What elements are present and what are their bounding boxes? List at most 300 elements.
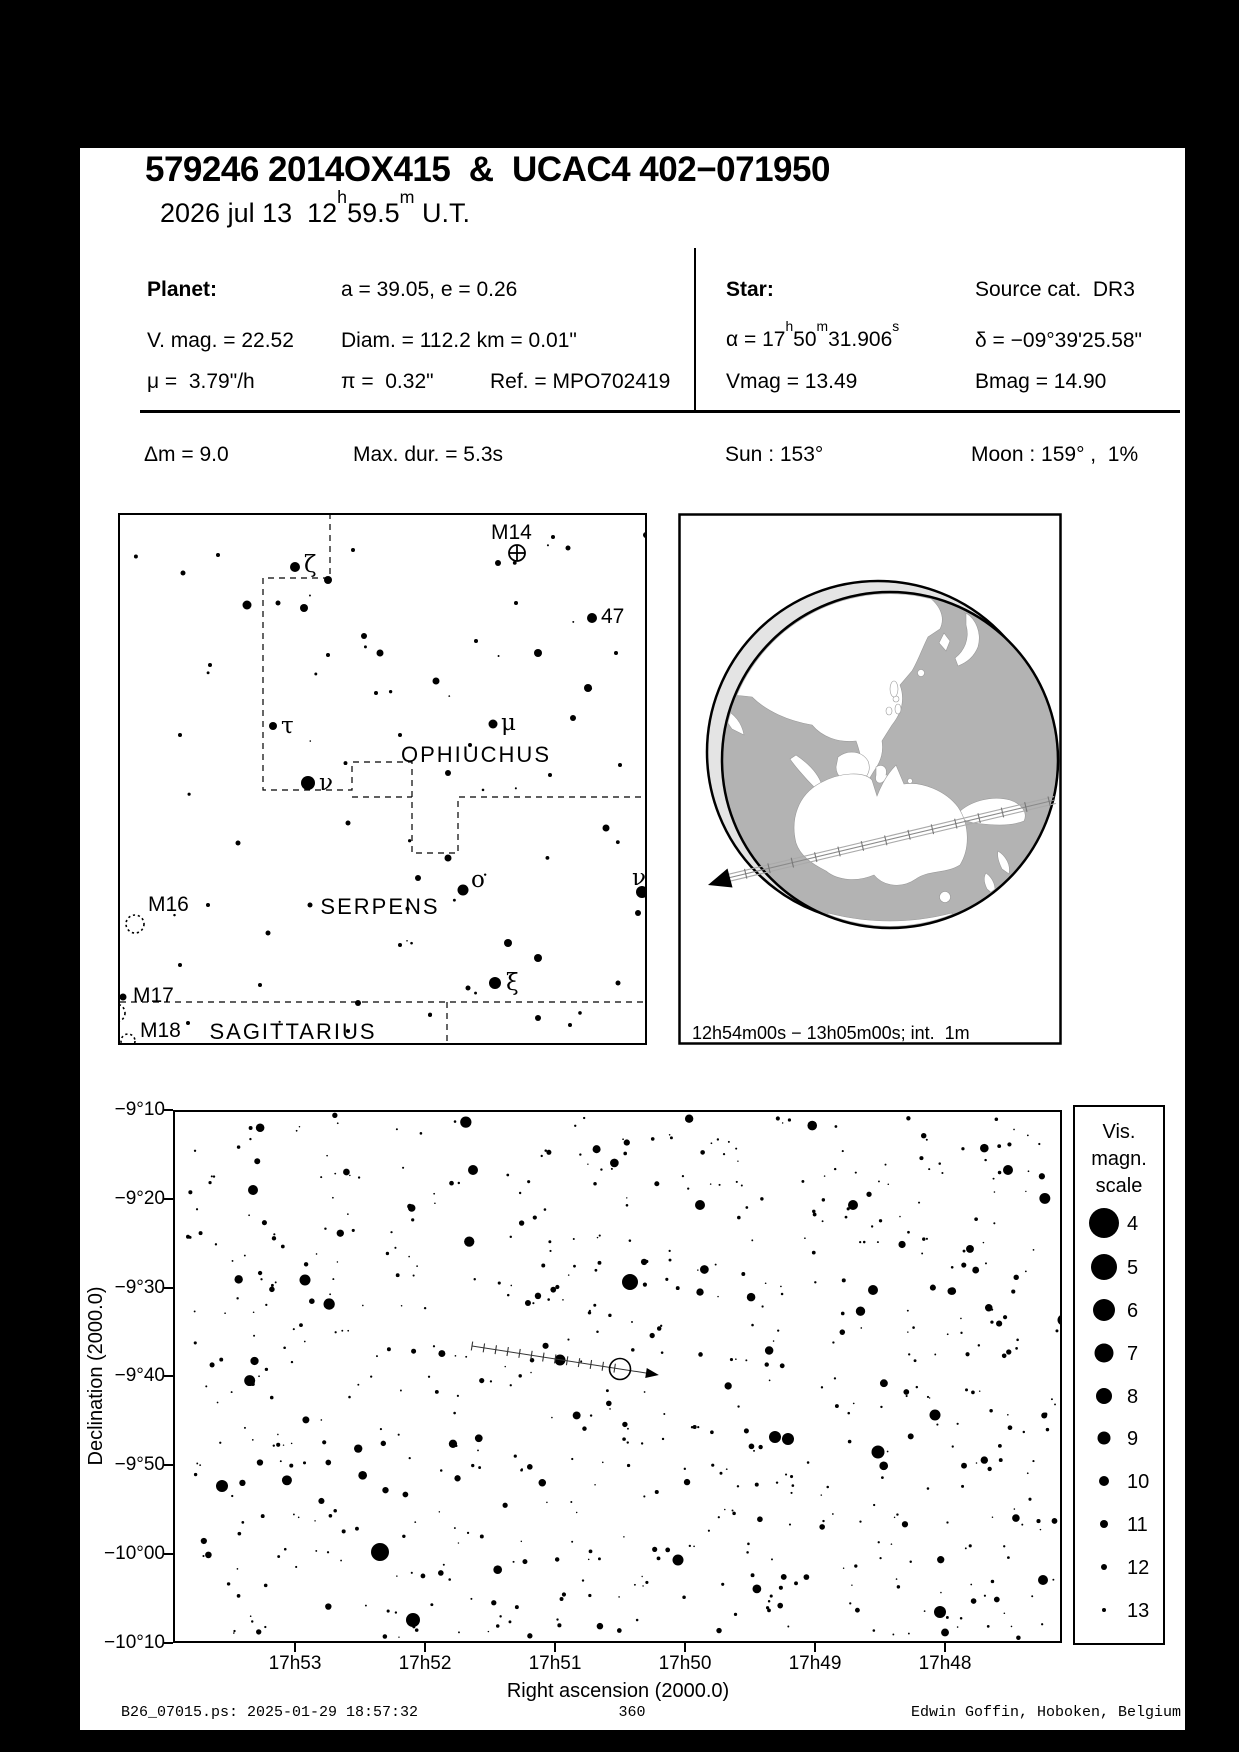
star-dot [430,1603,433,1606]
star-dot [374,691,378,695]
star-dot [682,1596,686,1600]
star-dot [629,1239,632,1242]
star-dot [600,1168,602,1170]
star-dot [386,1252,389,1255]
star-dot [546,1150,551,1155]
star-dot [302,1416,309,1423]
star-dot [178,963,182,967]
star-dot [453,899,456,902]
star-dot [1008,1425,1013,1430]
star-dot [946,1616,949,1619]
star-dot [324,576,332,584]
star-dot [813,1213,817,1217]
planet-reference: Ref. = MPO702419 [490,370,671,393]
star-dot [314,1520,315,1521]
star-dot [753,1450,755,1452]
star-dot [771,1558,773,1560]
star-dot [415,875,421,881]
star-dot [309,595,311,597]
star-dot [261,1514,265,1518]
star-dot [365,1605,367,1607]
star-dot [860,1327,862,1329]
star-dot [840,1329,846,1335]
star-dot [899,1216,901,1218]
star-dot [309,740,311,742]
star-dot [454,1527,456,1529]
legend-magnitude-dot [1091,1254,1117,1280]
star-dot [1016,1635,1021,1640]
star-dot [573,1238,575,1240]
star-dot [219,1358,223,1362]
star-dot [792,1484,795,1487]
bright-star-dot [216,1480,228,1492]
star-dot [941,1172,943,1174]
tasmania [940,892,951,903]
star-dot [258,1375,260,1377]
star-dot [853,1403,855,1405]
star-dot [454,1120,457,1123]
dec-tick-mark [164,1287,173,1289]
event-sun-elongation: Sun : 153° [725,443,824,466]
star-dot [735,1358,737,1360]
star-dot [479,1378,484,1383]
star-dot [804,1574,810,1580]
dec-tick-mark [164,1464,173,1466]
star-bmag: Bmag = 14.90 [975,370,1107,393]
star-dot [606,1389,609,1392]
star-dot [398,1636,399,1637]
motion-time-tick [483,1343,484,1352]
star-dot [957,1423,959,1425]
finder-label: OPHIUCHUS [400,742,552,767]
star-dot [199,1464,201,1466]
star-dot [567,1338,569,1340]
bright-star-dot [868,1285,878,1295]
star-dot [249,1138,251,1140]
star-dot [414,1521,416,1523]
event-datetime [160,187,470,229]
star-dot [514,601,518,605]
star-dot [777,1603,783,1609]
taiwan [918,670,925,677]
star-dot [631,1321,633,1323]
star-dot [970,1584,972,1586]
star-dot [617,1628,622,1633]
star-dot [863,1241,866,1244]
star-dot [499,1615,501,1617]
star-dot [903,1389,909,1395]
star-dot [535,1015,541,1021]
star-dot [822,1220,824,1222]
star-dot [663,1413,665,1415]
star-dot [998,1171,1002,1175]
star-dot [315,1550,317,1552]
star-dot [723,1153,725,1155]
legend-magnitude-label: 9 [1127,1428,1139,1450]
star-dot [551,535,555,539]
star-dot [593,1145,601,1153]
ra-tick-label: 17h49 [788,1653,842,1674]
star-dot [804,1237,806,1239]
star-dot [622,1437,626,1441]
star-dot [749,1443,755,1449]
star-dot [971,1598,977,1604]
star-dot [730,1358,733,1361]
star-dot [210,1362,215,1367]
star-dot [684,1479,690,1485]
star-dot [832,1341,834,1343]
star-dot [217,1402,219,1404]
star-dot [597,1237,598,1238]
star-dot [498,655,500,657]
star-dot [478,1437,479,1438]
motion-time-tick [519,1349,520,1358]
star-dot [847,1412,850,1415]
footer-author: Edwin Goffin, Hoboken, Belgium [910,1704,1181,1721]
star-dot [337,1261,338,1262]
legend-magnitude-dot [1093,1299,1115,1321]
star-dot [597,1623,604,1630]
star-dot [477,1449,479,1451]
star-dot [377,650,384,657]
star-dot [878,1180,880,1182]
dec-tick-label: −10°00 [104,1543,165,1565]
star-dot [969,1544,972,1547]
star-dot [603,825,610,832]
star-dot [859,1521,861,1523]
star-dot [550,1287,556,1293]
star-dot [194,1150,196,1152]
finder-label: M18 [140,1019,181,1042]
star-dot [309,1298,315,1304]
finder-label: M16 [148,893,189,916]
star-dot [470,1598,472,1600]
star-dot [568,1023,572,1027]
star-dot [994,1597,1000,1603]
motion-time-tick [614,1364,615,1373]
star-dot [807,1461,810,1464]
star-dot [669,1134,671,1136]
star-dot [994,1191,996,1193]
star-dot [250,1615,252,1617]
star-dot [924,1610,926,1612]
star-dot [909,1560,911,1562]
star-dot [411,1572,413,1574]
star-dot [785,1473,787,1475]
star-dot [266,931,271,936]
star-dot [383,1634,388,1639]
star-dot [655,1490,659,1494]
star-dot [216,553,220,557]
bright-star-dot [769,1431,781,1443]
star-dot [1031,1595,1033,1597]
star-dot [926,1139,928,1141]
star-dot [724,1509,726,1511]
star-dot [351,548,355,552]
star-dot [333,1509,337,1513]
legend-magnitude-label: 11 [1127,1514,1148,1536]
star-dot [403,1492,409,1498]
star-dot [233,1630,235,1632]
star-dot [779,1586,783,1590]
star-section-label: Star: [726,278,774,301]
star-dot [952,1445,954,1447]
star-dot [992,1516,993,1517]
star-dot [965,1352,969,1356]
star-dot [736,1181,738,1183]
star-dot [347,1330,349,1332]
star-dot [885,1164,887,1166]
star-dot [587,613,597,623]
star-dot [270,1396,274,1400]
star-dot [971,1391,975,1395]
star-dot [991,1580,994,1583]
star-dot [509,1620,512,1623]
star-dot [781,1574,787,1580]
star-dot [644,1391,646,1393]
dec-tick-mark [164,1375,173,1377]
star-dot [413,1274,415,1276]
star-dot [434,1202,436,1204]
star-dot [984,1159,986,1161]
bright-star-dot [695,1200,705,1210]
star-dot [590,688,592,690]
star-dot [974,1217,978,1221]
star-dot [824,1175,825,1176]
star-dot [420,1132,423,1135]
star-dot [856,1307,865,1316]
star-dot [281,1245,285,1249]
star-dot [715,1264,717,1266]
star-dot [341,1330,343,1332]
star-dot [978,1344,980,1346]
star-dot [547,544,549,546]
star-dot [589,1550,593,1554]
finder-chart-border [119,514,646,1044]
star-dot [590,1414,592,1416]
star-dot [737,1161,738,1162]
star-dot [532,1302,534,1304]
star-dot [834,1168,836,1170]
star-dot [232,1260,234,1262]
star-dot [503,1503,508,1508]
star-dot [822,1198,825,1201]
star-dot [912,1326,915,1329]
star-dot [571,1458,573,1460]
star-dot [396,1273,400,1277]
star-dot [260,1278,262,1280]
star-dot [362,1305,364,1307]
star-dot [1007,1142,1011,1146]
star-dot [1011,1290,1015,1294]
sup-s: s [892,318,900,335]
legend-title-line: scale [1095,1175,1143,1197]
star-dot [936,1424,938,1426]
star-dot [747,1293,756,1302]
star-dot [572,621,574,623]
star-dot [542,1343,548,1349]
star-dot [721,1583,724,1586]
star-dot [777,1329,779,1331]
star-dot [546,856,550,860]
dec-tick-label: −9°30 [114,1276,165,1298]
star-dot [207,671,210,674]
star-dot [272,1236,276,1240]
star-dot [641,1259,647,1265]
star-dot [627,1428,629,1430]
star-dot [527,1180,530,1183]
star-dot [496,1624,500,1628]
star-dot [1016,1339,1019,1342]
star-dot [1040,1529,1041,1530]
ra-tick-mark [554,1643,556,1652]
star-dot [626,1204,629,1207]
star-dot [213,1175,215,1177]
star-ra [726,318,900,352]
star-dot [283,1444,284,1445]
star-dot [926,1238,928,1240]
star-dot [879,1219,882,1222]
ra-sec: 31.906 [828,328,893,351]
star-dot [264,1626,266,1628]
star-dot [745,1359,747,1361]
star-dot [547,1298,550,1301]
star-dot [922,1237,925,1240]
finder-label: o [471,867,485,893]
star-dot [947,1333,949,1335]
star-dot [835,1404,839,1408]
star-dot [995,1117,999,1121]
star-dot [355,1527,359,1531]
star-dot [428,1376,430,1378]
star-dot [534,649,542,657]
star-dot [387,1610,390,1613]
star-dot [355,1000,361,1006]
sup-m: m [399,187,415,208]
star-dot [471,1464,474,1467]
star-dot [395,1611,397,1613]
star-dot [576,1512,577,1513]
star-dot [474,1278,476,1280]
star-dot [571,1541,573,1543]
star-dot [301,776,315,790]
star-dot [505,1366,506,1367]
star-dot [327,1551,329,1553]
motion-time-tick [566,1356,567,1365]
planet-vmag: V. mag. = 22.52 [147,329,294,352]
star-dot [745,1206,748,1209]
star-dot [337,1122,339,1124]
star-dot [643,1495,645,1497]
star-dot [566,546,571,551]
star-dot [257,1459,263,1465]
finder-chart-svg [118,513,647,1045]
ra-tick-label: 17h51 [528,1653,582,1674]
star-dot [202,1555,204,1557]
star-dot [940,1592,942,1594]
star-dot [747,1543,750,1546]
star-dot [411,1349,416,1354]
bright-star-dot [934,1606,946,1618]
star-dot [1003,1545,1005,1547]
star-dot [752,1584,761,1593]
star-dot [669,1259,672,1262]
star-dot [433,1345,435,1347]
planet-parallax: π = 0.32" [341,370,434,393]
star-dot [482,789,485,792]
star-dot [573,1265,576,1268]
star-dot [855,1172,857,1174]
star-dot [283,1346,286,1349]
star-dot [960,1617,963,1620]
star-dot [757,1516,763,1522]
star-dot [445,855,452,862]
star-dot [927,1487,930,1490]
star-dot [440,1469,443,1472]
star-dot [660,1325,662,1327]
star-dot [966,1245,974,1253]
finder-label: τ [281,713,294,739]
star-dot [329,1293,331,1295]
ra-tick-label: 17h50 [658,1653,712,1674]
star-dot [906,1116,910,1120]
star-dot [661,1351,664,1354]
star-dot [424,1307,426,1309]
star-dot [887,1451,889,1453]
star-dot [510,1384,512,1386]
datetime-min: 59.5 [347,198,400,228]
star-dot [725,1382,732,1389]
star-dot [318,1498,324,1504]
legend-magnitude-label: 8 [1127,1386,1139,1408]
star-dot [326,1155,328,1157]
star-dot [914,1359,917,1362]
finder-label: 47 [601,605,625,628]
star-dot [993,1178,995,1180]
star-dot [737,1485,739,1487]
star-dot [349,1175,351,1177]
star-dot [466,986,471,991]
star-dot [983,1242,984,1243]
star-dot [873,1629,876,1632]
sky-map-border [174,1111,1061,1642]
globe-map-svg [678,513,1062,1045]
star-dot [693,1546,695,1548]
star-dot [480,1535,484,1539]
star-dot [458,1542,459,1543]
star-dot [965,1388,968,1391]
star-dot [401,1305,403,1307]
star-dot [348,1396,351,1399]
star-dot [293,1328,295,1330]
star-dot [588,1594,591,1597]
star-dot [608,1314,611,1317]
star-dot [280,1460,282,1462]
star-dot [985,1262,987,1264]
star-dot [239,1480,245,1486]
star-dot [253,1311,255,1313]
star-dot [326,653,330,657]
star-dot [877,1241,879,1243]
star-dot [972,1267,979,1274]
star-dot [609,1408,611,1410]
finder-label: μ [501,710,516,736]
star-dot [773,1340,775,1342]
star-dot [760,1197,763,1200]
star-dot [449,1181,454,1186]
star-dot [642,1585,643,1586]
star-dot [458,885,469,896]
